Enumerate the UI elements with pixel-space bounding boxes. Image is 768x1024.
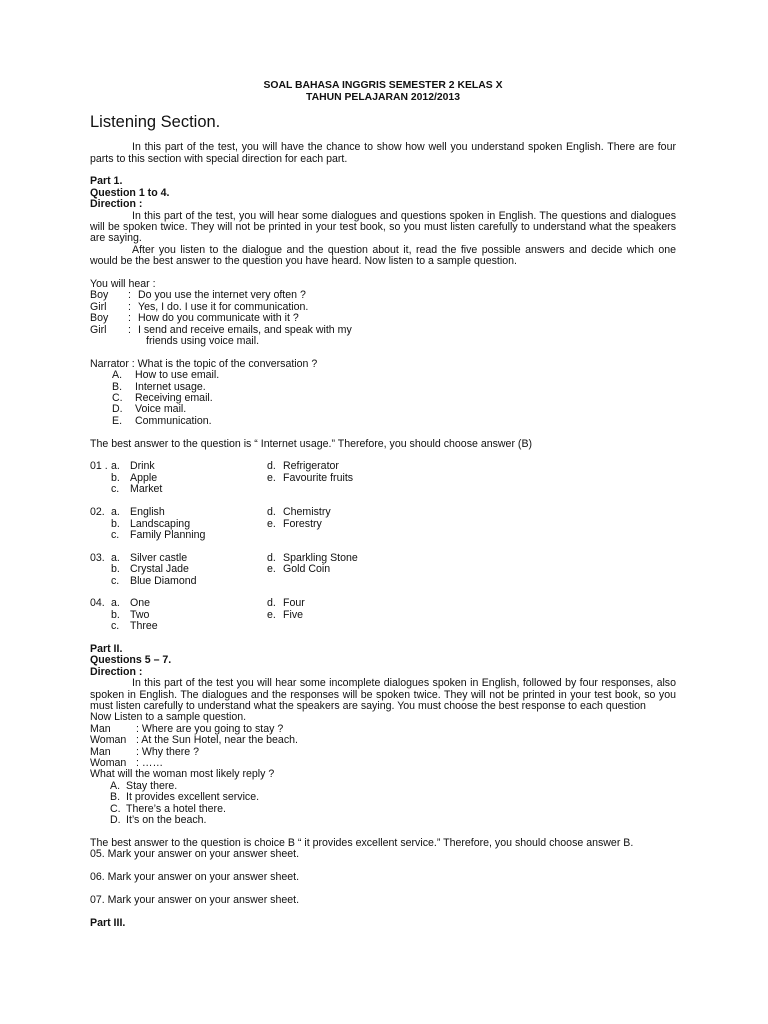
part2-questions: Questions 5 – 7.	[90, 654, 172, 667]
question-item: 04. a. One d. Four b. Two e. Five c. Three	[90, 597, 305, 633]
sample-option: D. Voice mail.	[112, 403, 187, 416]
part2-dialogue	[90, 724, 676, 770]
dialogue-line: Boy : Do you use the internet very often ?	[90, 289, 306, 302]
question-item: 01 . a. Drink d. Refrigerator b. Apple e. Favourite fruits c. Market	[90, 460, 354, 496]
sample-option: D. It’s on the beach.	[110, 814, 207, 827]
part1-title: Part 1.	[90, 175, 123, 188]
dialogue-line: Man : Why there ?	[90, 745, 199, 758]
dialogue-line: Girl : I send and receive emails, and speak with my	[90, 323, 352, 336]
sample-option: B. It provides excellent service.	[110, 791, 260, 804]
part1-direction-p2: After you listen to the dialogue and the question about it, read the five possible answers and decide which one would be the best answer to the question you have heard. Now listen to a sample question.	[90, 243, 676, 268]
dialogue-line: Woman : At the Sun Hotel, near the beach.	[90, 734, 298, 747]
part2-now-listen: Now Listen to a sample question.	[90, 711, 247, 724]
part2-direction-p1: In this part of the test you will hear some incomplete dialogues spoken in English, followed by four responses, also spoken in English. The dialogues and the responses will be spoken twice. They will not be printed in your test book, so you must listen carefully to understand what the speakers are saying. You must choose the best response to each question	[90, 677, 676, 712]
dialogue-line: Woman : ……	[90, 756, 164, 769]
part2-direction-label: Direction :	[90, 665, 143, 678]
header-line-1: SOAL BAHASA INGGRIS SEMESTER 2 KELAS X	[263, 80, 503, 91]
dialogue-line: Girl : Yes, I do. I use it for communication.	[90, 300, 309, 313]
header-line-2: TAHUN PELAJARAN 2012/2013	[306, 91, 460, 103]
sample-option: E. Communication.	[112, 414, 212, 427]
document-header	[90, 80, 676, 103]
sample-option: C. Receiving email.	[112, 392, 213, 405]
mark-answer-07: 07. Mark your answer on your answer sheet.	[90, 893, 300, 906]
part1-sample-options	[90, 370, 676, 427]
part1-dialogue	[90, 290, 676, 347]
part1-direction-label: Direction :	[90, 198, 143, 211]
part3-title: Part III.	[90, 916, 126, 929]
sample-option: B. Internet usage.	[112, 380, 206, 393]
part2-title: Part II.	[90, 642, 123, 655]
question-item: 03. a. Silver castle d. Sparkling Stone b. Crystal Jade e. Gold Coin c. Blue Diamond	[90, 551, 358, 587]
part2-best-answer: The best answer to the question is choice B “ it provides excellent service.” Therefore, you should choose answer B.	[90, 836, 634, 849]
mark-answer-05: 05. Mark your answer on your answer sheet.	[90, 848, 300, 861]
dialogue-continuation: friends using voice mail.	[146, 335, 260, 348]
intro-paragraph: In this part of the test, you will have the chance to show how well you understand spoken English. There are four parts to this section with special direction for each part.	[90, 141, 676, 165]
part1-best-answer: The best answer to the question is “ Internet usage.” Therefore, you should choose answer (B)	[90, 437, 533, 450]
part1-direction-p1: In this part of the test, you will hear some dialogues and questions spoken in English. The questions and dialogues will be spoken twice. They will not be printed in your test book, so you must listen carefully to understand what the speakers are saying.	[90, 209, 676, 245]
question-item: 02. a. English d. Chemistry b. Landscaping e. Forestry c. Family Planning	[90, 506, 331, 541]
mark-answer-06: 06. Mark your answer on your answer sheet.	[90, 871, 300, 884]
you-will-hear: You will hear :	[90, 278, 156, 291]
part2-sample-options	[90, 781, 676, 827]
part1-questions: Question 1 to 4.	[90, 186, 170, 199]
sample-option: C. There’s a hotel there.	[110, 802, 226, 815]
dialogue-line: Boy : How do you communicate with it ?	[90, 312, 299, 325]
part2-question: What will the woman most likely reply ?	[90, 768, 275, 781]
sample-option: A. Stay there.	[110, 779, 178, 792]
document-page	[90, 80, 676, 929]
dialogue-line: Man : Where are you going to stay ?	[90, 722, 284, 735]
sample-option: A. How to use email.	[112, 369, 220, 382]
section-title: Listening Section.	[90, 113, 221, 132]
narrator-question: Narrator : What is the topic of the conversation ?	[90, 357, 318, 370]
